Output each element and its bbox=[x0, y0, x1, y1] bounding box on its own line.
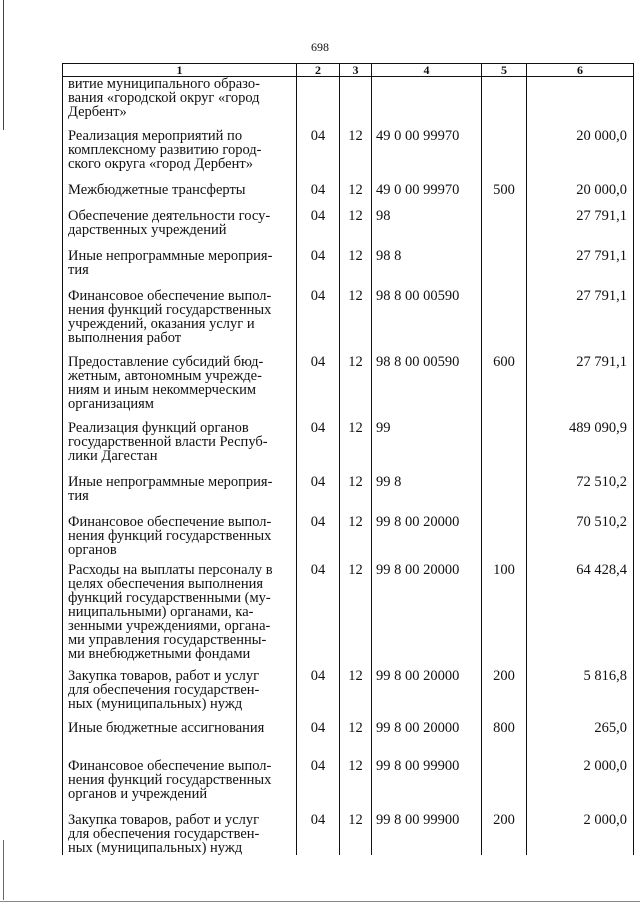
subsection-code-cell: 12 bbox=[340, 753, 372, 807]
expense-type-cell: 800 bbox=[482, 715, 527, 753]
expense-type-cell bbox=[482, 469, 527, 509]
table-row bbox=[63, 807, 634, 855]
section-code-cell: 04 bbox=[297, 753, 340, 807]
target-article-cell: 99 8 00 20000 bbox=[372, 663, 482, 715]
table-row bbox=[63, 469, 634, 509]
table-row bbox=[63, 77, 634, 123]
amount-cell: 2 000,0 bbox=[527, 753, 634, 807]
expense-name-line: Обеспечение деятельности госу- bbox=[68, 207, 271, 224]
target-article-cell: 99 8 00 99900 bbox=[372, 807, 482, 855]
section-code-cell bbox=[297, 77, 340, 123]
expense-name-line: Иные бюджетные ассигнования bbox=[68, 719, 265, 736]
expense-type-cell bbox=[482, 123, 527, 177]
expense-name-line: для обеспечения государствен- bbox=[68, 825, 260, 842]
expense-name-cell bbox=[63, 349, 297, 415]
table-row bbox=[63, 123, 634, 177]
expense-name-line: Закупка товаров, работ и услуг bbox=[68, 667, 260, 684]
expense-name-cell bbox=[63, 509, 297, 557]
expense-name-cell bbox=[63, 243, 297, 283]
expense-name-cell bbox=[63, 557, 297, 663]
expense-type-cell bbox=[482, 203, 527, 243]
amount-cell: 70 510,2 bbox=[527, 509, 634, 557]
section-code-cell: 04 bbox=[297, 243, 340, 283]
target-article-cell: 49 0 00 99970 bbox=[372, 123, 482, 177]
column-header-3: 3 bbox=[340, 64, 372, 77]
subsection-code-cell: 12 bbox=[340, 469, 372, 509]
expense-name-line: нения функций государственных bbox=[68, 301, 272, 318]
expense-type-cell bbox=[482, 283, 527, 349]
expense-type-cell: 200 bbox=[482, 807, 527, 855]
expense-name-line: Расходы на выплаты персоналу в bbox=[68, 561, 273, 578]
section-code-cell: 04 bbox=[297, 349, 340, 415]
scan-edge-line bbox=[3, 0, 4, 130]
expense-name-line: ского округа «город Дербент» bbox=[68, 155, 253, 172]
expense-name-line: Финансовое обеспечение выпол- bbox=[68, 513, 272, 530]
expense-name-cell bbox=[63, 177, 297, 203]
expense-name-line: ми управления государственны- bbox=[68, 631, 267, 648]
expense-name-line: нения функций государственных bbox=[68, 771, 272, 788]
expense-name-line: государственной власти Респуб- bbox=[68, 433, 268, 450]
expense-name-line: нения функций государственных bbox=[68, 527, 272, 544]
column-header-6: 6 bbox=[527, 64, 634, 77]
expense-name-line: Финансовое обеспечение выпол- bbox=[68, 757, 272, 774]
section-code-cell: 04 bbox=[297, 469, 340, 509]
target-article-cell: 49 0 00 99970 bbox=[372, 177, 482, 203]
expense-name-line: Дербент» bbox=[68, 104, 127, 120]
expense-name-line: ми внебюджетными фондами bbox=[68, 645, 251, 662]
expense-name-line: комплексному развитию город- bbox=[68, 141, 262, 158]
expense-name-line: ниям и иным некоммерческим bbox=[68, 381, 257, 398]
section-code-cell: 04 bbox=[297, 557, 340, 663]
expense-type-cell: 600 bbox=[482, 349, 527, 415]
section-code-cell: 04 bbox=[297, 415, 340, 469]
subsection-code-cell: 12 bbox=[340, 123, 372, 177]
target-article-cell: 98 bbox=[372, 203, 482, 243]
target-article-cell: 99 8 00 99900 bbox=[372, 753, 482, 807]
target-article-cell: 98 8 bbox=[372, 243, 482, 283]
expense-name-line: тия bbox=[68, 261, 89, 278]
table-row bbox=[63, 663, 634, 715]
expense-name-cell bbox=[63, 415, 297, 469]
table-row bbox=[63, 557, 634, 663]
expense-name-cell bbox=[63, 753, 297, 807]
expense-type-cell bbox=[482, 509, 527, 557]
expense-type-cell bbox=[482, 77, 527, 123]
expense-name-line: выполнения работ bbox=[68, 329, 182, 346]
expense-type-cell: 500 bbox=[482, 177, 527, 203]
amount-cell: 265,0 bbox=[527, 715, 634, 753]
amount-cell: 72 510,2 bbox=[527, 469, 634, 509]
section-code-cell: 04 bbox=[297, 177, 340, 203]
expense-name-cell bbox=[63, 283, 297, 349]
amount-cell: 27 791,1 bbox=[527, 349, 634, 415]
expense-name-cell bbox=[63, 663, 297, 715]
column-header-2: 2 bbox=[297, 64, 340, 77]
expense-name-cell bbox=[63, 469, 297, 509]
table-row bbox=[63, 509, 634, 557]
section-code-cell: 04 bbox=[297, 715, 340, 753]
column-header-5: 5 bbox=[482, 64, 527, 77]
subsection-code-cell: 12 bbox=[340, 203, 372, 243]
column-header-1: 1 bbox=[63, 64, 297, 77]
subsection-code-cell bbox=[340, 77, 372, 123]
target-article-cell: 99 8 00 20000 bbox=[372, 715, 482, 753]
subsection-code-cell: 12 bbox=[340, 349, 372, 415]
expense-name-line: органов и учреждений bbox=[68, 785, 208, 802]
expense-name-line: Иные непрограммные мероприя- bbox=[68, 473, 273, 490]
budget-table bbox=[62, 63, 634, 855]
section-code-cell: 04 bbox=[297, 663, 340, 715]
expense-name-line: вания «городской округ «город bbox=[68, 90, 260, 106]
expense-name-line: ных (муниципальных) нужд bbox=[68, 695, 243, 712]
table-header-row bbox=[63, 64, 634, 77]
expense-name-line: ниципальными) органами, ка- bbox=[68, 603, 254, 620]
target-article-cell bbox=[372, 77, 482, 123]
target-article-cell: 98 8 00 00590 bbox=[372, 283, 482, 349]
expense-type-cell: 100 bbox=[482, 557, 527, 663]
table-row bbox=[63, 715, 634, 753]
amount-cell: 64 428,4 bbox=[527, 557, 634, 663]
expense-name-line: Закупка товаров, работ и услуг bbox=[68, 811, 260, 828]
expense-name-line: дарственных учреждений bbox=[68, 221, 227, 238]
expense-name-line: тия bbox=[68, 487, 89, 504]
table-row bbox=[63, 415, 634, 469]
subsection-code-cell: 12 bbox=[340, 415, 372, 469]
expense-name-line: Иные непрограммные мероприя- bbox=[68, 247, 273, 264]
amount-cell: 2 000,0 bbox=[527, 807, 634, 855]
page-number: 698 bbox=[311, 40, 329, 54]
subsection-code-cell: 12 bbox=[340, 807, 372, 855]
expense-name-line: жетным, автономным учрежде- bbox=[68, 367, 262, 384]
subsection-code-cell: 12 bbox=[340, 715, 372, 753]
expense-name-line: Предоставление субсидий бюд- bbox=[68, 353, 264, 370]
subsection-code-cell: 12 bbox=[340, 243, 372, 283]
expense-name-cell bbox=[63, 123, 297, 177]
table-row bbox=[63, 243, 634, 283]
subsection-code-cell: 12 bbox=[340, 557, 372, 663]
expense-name-line: Реализация мероприятий по bbox=[68, 127, 243, 144]
amount-cell: 20 000,0 bbox=[527, 177, 634, 203]
section-code-cell: 04 bbox=[297, 509, 340, 557]
expense-name-line: функций государственными (му- bbox=[68, 589, 271, 606]
table-row bbox=[63, 349, 634, 415]
section-code-cell: 04 bbox=[297, 203, 340, 243]
expense-name-cell bbox=[63, 203, 297, 243]
table-row bbox=[63, 283, 634, 349]
subsection-code-cell: 12 bbox=[340, 509, 372, 557]
expense-type-cell bbox=[482, 415, 527, 469]
amount-cell: 27 791,1 bbox=[527, 283, 634, 349]
expense-name-line: зенными учреждениями, органа- bbox=[68, 617, 271, 634]
section-code-cell: 04 bbox=[297, 807, 340, 855]
subsection-code-cell: 12 bbox=[340, 177, 372, 203]
table-row bbox=[63, 177, 634, 203]
section-code-cell: 04 bbox=[297, 283, 340, 349]
expense-type-cell bbox=[482, 243, 527, 283]
subsection-code-cell: 12 bbox=[340, 663, 372, 715]
amount-cell: 20 000,0 bbox=[527, 123, 634, 177]
expense-name-line: Финансовое обеспечение выпол- bbox=[68, 287, 272, 304]
expense-name-line: Межбюджетные трансферты bbox=[68, 181, 246, 198]
subsection-code-cell: 12 bbox=[340, 283, 372, 349]
expense-type-cell bbox=[482, 753, 527, 807]
target-article-cell: 98 8 00 00590 bbox=[372, 349, 482, 415]
target-article-cell: 99 bbox=[372, 415, 482, 469]
section-code-cell: 04 bbox=[297, 123, 340, 177]
amount-cell: 27 791,1 bbox=[527, 243, 634, 283]
expense-name-line: организациям bbox=[68, 395, 154, 412]
table-row bbox=[63, 203, 634, 243]
column-header-4: 4 bbox=[372, 64, 482, 77]
scan-bottom-line bbox=[0, 901, 640, 902]
expense-type-cell: 200 bbox=[482, 663, 527, 715]
expense-name-line: ных (муниципальных) нужд bbox=[68, 839, 243, 856]
amount-cell: 5 816,8 bbox=[527, 663, 634, 715]
scan-edge-line-bottom bbox=[3, 840, 4, 900]
expense-name-line: Реализация функций органов bbox=[68, 419, 249, 436]
expense-name-cell bbox=[63, 77, 297, 123]
expense-name-line: для обеспечения государствен- bbox=[68, 681, 260, 698]
target-article-cell: 99 8 00 20000 bbox=[372, 557, 482, 663]
expense-name-line: целях обеспечения выполнения bbox=[68, 575, 264, 592]
amount-cell: 27 791,1 bbox=[527, 203, 634, 243]
expense-name-cell bbox=[63, 715, 297, 753]
expense-name-line: лики Дагестан bbox=[68, 447, 158, 464]
amount-cell: 489 090,9 bbox=[527, 415, 634, 469]
amount-cell bbox=[527, 77, 634, 123]
target-article-cell: 99 8 bbox=[372, 469, 482, 509]
table-body bbox=[63, 77, 634, 855]
expense-name-line: витие муниципального образо- bbox=[68, 76, 260, 92]
table-row bbox=[63, 753, 634, 807]
expense-name-cell bbox=[63, 807, 297, 855]
target-article-cell: 99 8 00 20000 bbox=[372, 509, 482, 557]
expense-name-line: учреждений, оказания услуг и bbox=[68, 315, 255, 332]
expense-name-line: органов bbox=[68, 541, 117, 558]
